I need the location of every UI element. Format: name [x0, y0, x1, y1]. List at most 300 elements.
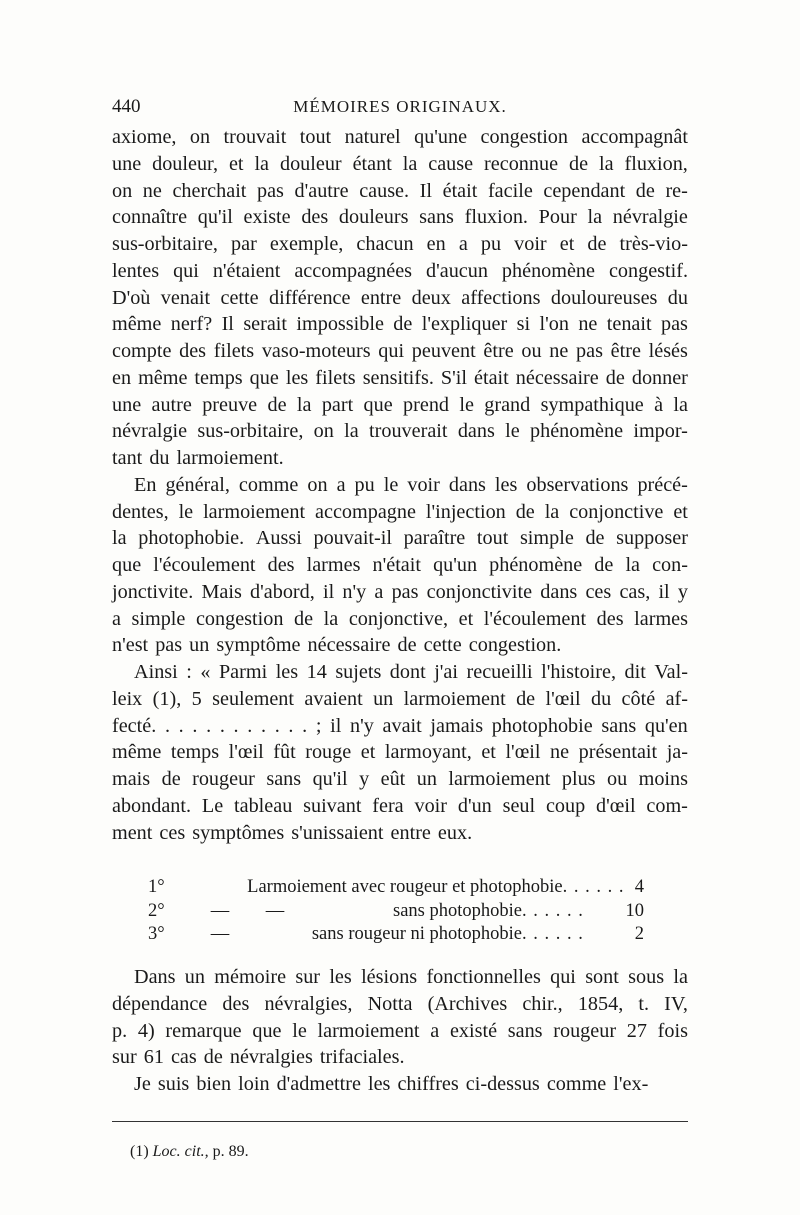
word: on: [307, 473, 328, 496]
word: de: [393, 313, 413, 336]
word: ne: [578, 313, 598, 336]
text-line: [112, 231, 688, 258]
word: sus-orbitaire,: [112, 233, 218, 255]
text-line: [112, 766, 688, 793]
word: seulement: [212, 687, 294, 710]
word: que: [249, 366, 279, 389]
word: ne: [550, 741, 570, 764]
word: névralgie: [612, 206, 688, 229]
word: Il: [221, 313, 234, 336]
word: le: [459, 393, 474, 416]
word: n'était: [372, 554, 421, 576]
word: dont: [389, 661, 426, 683]
footnote-rule: [112, 1121, 688, 1122]
word: photophobie.: [138, 527, 245, 550]
word: présentait: [578, 741, 658, 764]
word: lésions: [361, 966, 418, 988]
word: pas: [576, 340, 603, 362]
word: n'y: [350, 714, 374, 737]
word: sujets: [335, 661, 382, 683]
word: ou: [606, 768, 628, 790]
word: n'étaient: [212, 259, 281, 282]
word: Ainsi: [134, 661, 178, 683]
word: conjonctive,: [348, 607, 449, 630]
word: congestif.: [608, 259, 688, 282]
ditto-mark: [250, 923, 300, 947]
word: la: [112, 527, 127, 550]
word: preuve: [202, 393, 258, 416]
word: (Archives: [427, 992, 508, 1015]
footnote-mark: (1): [130, 1143, 149, 1160]
word: d'autre: [294, 179, 349, 202]
word: tout: [299, 126, 332, 148]
word: la: [254, 152, 270, 175]
word: étant: [352, 152, 392, 175]
word: avaient: [304, 687, 363, 710]
word: prend: [403, 393, 450, 416]
word: serait: [243, 313, 288, 336]
word: .: [192, 714, 198, 737]
word: d'un: [457, 794, 492, 817]
word: cherchait: [172, 179, 247, 202]
word: qu'un: [433, 554, 478, 576]
word: re-: [665, 179, 688, 202]
word: un: [184, 966, 205, 988]
word: de: [294, 607, 314, 630]
word: des: [301, 206, 329, 229]
word: Mais: [201, 580, 242, 603]
word: du: [590, 687, 612, 710]
word: rougeur: [192, 768, 255, 790]
word: ;: [315, 714, 322, 737]
text-line: [112, 499, 688, 526]
word: il: [658, 580, 670, 603]
word: même: [138, 366, 188, 389]
word: et: [360, 741, 376, 764]
word: filets: [213, 340, 255, 362]
row-count: 4: [634, 877, 644, 897]
word: l'œil: [545, 687, 581, 710]
word: larmes: [634, 607, 688, 630]
word: autre: [151, 393, 192, 416]
row-number: 3°: [148, 924, 165, 944]
word: chir.,: [522, 992, 563, 1015]
word: et: [481, 741, 496, 764]
word: En: [134, 473, 157, 496]
ditto-mark: —: [210, 924, 230, 944]
word: existe: [243, 206, 291, 229]
word: que: [252, 1019, 282, 1042]
body-text-bottom: [112, 964, 688, 1098]
row-label: sans rougeur ni photophobie: [311, 924, 522, 944]
word: des: [179, 340, 207, 362]
word: comme: [238, 473, 299, 496]
word: rouge: [305, 741, 352, 764]
body-text-top: [112, 124, 688, 846]
symptom-table: [148, 876, 644, 947]
word: sur: [295, 966, 321, 988]
word: exemple,: [269, 233, 344, 255]
word: qu'une: [414, 126, 468, 148]
word: on: [189, 126, 211, 148]
word: t.: [638, 992, 650, 1015]
word: l'écoulement: [483, 607, 587, 630]
word: fera: [372, 794, 404, 817]
word: l'injection: [425, 500, 506, 523]
word: et: [458, 607, 474, 630]
word: supposer: [616, 527, 688, 550]
word: a: [430, 1019, 440, 1042]
word: phénomène: [489, 554, 583, 576]
page-header: [112, 96, 688, 120]
table-row: [148, 876, 644, 900]
word: .: [274, 714, 280, 737]
word: la: [673, 966, 688, 988]
word: pas: [257, 179, 284, 202]
word: :: [186, 661, 192, 683]
word: congestion: [480, 126, 568, 148]
page-number: 440: [112, 96, 141, 117]
word: (1),: [152, 687, 182, 710]
word: temps: [194, 366, 243, 389]
word: douleurs: [338, 206, 409, 229]
word: tout: [476, 527, 509, 550]
word: IV,: [664, 992, 688, 1015]
word: simple: [131, 607, 186, 630]
word: fois: [657, 1019, 688, 1042]
word: nécessaire: [515, 366, 599, 389]
word: y: [677, 580, 688, 603]
running-title: MÉMOIRES ORIGINAUX.: [293, 97, 507, 116]
word: la: [587, 206, 603, 229]
word: entre: [360, 286, 402, 309]
word: naturel: [344, 126, 401, 148]
word: de: [516, 687, 536, 710]
word: larmoiement: [317, 1019, 420, 1042]
text-line: [112, 1018, 688, 1045]
footnote: [130, 1143, 249, 1161]
word: qu'il: [197, 206, 233, 229]
word: cause: [428, 152, 474, 175]
word: la: [402, 152, 418, 175]
text-line: [112, 472, 688, 499]
word: de: [635, 179, 655, 202]
word: le: [178, 500, 194, 523]
word: une: [112, 393, 142, 416]
word: l'expliquer: [421, 313, 508, 336]
text-line: [112, 659, 688, 686]
word: fluxion.: [464, 206, 528, 229]
leader-dots: . . . . . .: [522, 900, 584, 921]
word: vaso-moteurs: [261, 340, 371, 362]
word: temps: [170, 741, 220, 764]
word: filets: [315, 366, 356, 389]
word: ne: [549, 340, 569, 362]
word: et: [673, 500, 688, 523]
text-line: [112, 552, 688, 579]
word: ne: [142, 179, 162, 202]
word: la: [673, 393, 688, 416]
footnote-ref: Loc. cit.,: [152, 1143, 209, 1160]
ditto-mark: [215, 876, 248, 900]
text-line: [112, 178, 688, 205]
word: la: [625, 554, 641, 576]
word: fût: [273, 741, 296, 764]
word: de: [605, 366, 625, 389]
text-line: [112, 606, 688, 633]
word: phénomène: [530, 420, 624, 443]
word: pu: [354, 473, 375, 496]
text-line: sur 61 cas de névralgies trifaciales.: [112, 1046, 405, 1069]
word: phénomène: [501, 259, 595, 282]
word: .: [260, 714, 267, 737]
word: «: [200, 661, 211, 683]
word: pas: [391, 580, 419, 603]
word: à: [654, 393, 664, 416]
word: être: [610, 340, 641, 362]
word: a: [336, 473, 346, 496]
word: D'où: [112, 286, 151, 309]
word: pas: [661, 313, 688, 336]
word: sus-orbitaire,: [197, 420, 304, 443]
word: .: [288, 714, 294, 737]
text-line: [112, 686, 688, 713]
word: accompagnât: [581, 126, 688, 148]
word: il: [330, 714, 342, 737]
word: qui: [550, 966, 576, 988]
text-line: [112, 365, 688, 392]
word: différence: [269, 286, 351, 309]
word: mémoire: [214, 966, 287, 988]
word: larmoiement: [448, 768, 551, 790]
word: .: [302, 714, 308, 737]
text-line: [112, 793, 688, 820]
word: part: [321, 393, 354, 416]
word: un: [373, 687, 394, 710]
word: congestion: [195, 607, 284, 630]
word: dit: [624, 661, 646, 683]
word: con-: [652, 554, 688, 576]
word: coup: [545, 794, 586, 817]
word: on: [112, 179, 133, 202]
word: sont: [585, 966, 619, 988]
word: fluxion,: [624, 152, 688, 175]
word: de: [587, 233, 607, 255]
text-line: [112, 338, 688, 365]
word: le: [383, 473, 399, 496]
word: être: [483, 340, 514, 362]
text-line: [112, 525, 688, 552]
word: ja-: [666, 741, 688, 764]
word: Notta: [367, 992, 413, 1015]
row-number: 1°: [148, 877, 165, 897]
word: a: [374, 580, 384, 603]
word: donner: [631, 366, 688, 389]
word: paraître: [403, 527, 466, 550]
word: p.: [112, 1019, 128, 1042]
word: larmoyant,: [384, 741, 472, 764]
word: lentes: [112, 259, 160, 282]
row-label: Larmoiement avec rougeur et photophobie: [247, 877, 563, 897]
word: une: [112, 152, 142, 175]
word: lésés: [648, 340, 688, 362]
text-line: [112, 151, 688, 178]
text-line: [112, 991, 688, 1018]
word: pu: [480, 233, 502, 255]
word: moins: [638, 768, 688, 790]
word: Val-: [654, 661, 688, 683]
word: l'on: [539, 313, 569, 336]
word: douloureuses: [550, 286, 658, 309]
word: dans: [540, 580, 578, 603]
word: af-: [665, 687, 688, 710]
text-line: [112, 713, 688, 740]
text-line: Je suis bien loin d'admettre les chiffres ci-dessus comme l'ex-: [134, 1073, 649, 1095]
word: plus: [561, 768, 596, 790]
word: la: [598, 152, 614, 175]
word: et: [559, 233, 575, 255]
word: impor-: [633, 420, 688, 443]
word: recueilli: [466, 661, 533, 683]
footnote-page: p. 89.: [212, 1143, 249, 1160]
word: 5: [191, 687, 202, 710]
word: la: [323, 607, 339, 630]
word: sans: [601, 714, 637, 737]
word: des: [267, 554, 295, 576]
row-count: 10: [625, 900, 644, 921]
word: suivant: [303, 794, 362, 817]
text-line: ment ces symptômes s'unissaient entre eux.: [112, 821, 473, 844]
word: cette: [220, 286, 259, 309]
word: que: [363, 393, 393, 416]
word: leix: [112, 687, 143, 710]
word: un: [416, 768, 437, 790]
word: y: [359, 768, 370, 790]
word: abondant.: [112, 794, 192, 817]
word: de: [594, 554, 614, 576]
word: larmes: [306, 554, 361, 576]
word: de: [568, 152, 589, 175]
word: qu'en: [644, 714, 688, 737]
word: voir: [407, 473, 440, 496]
word: en: [426, 233, 446, 255]
word: de: [515, 500, 535, 523]
word: Pour: [538, 206, 577, 229]
word: conjonctivite: [426, 580, 533, 603]
word: venait: [160, 286, 211, 309]
word: des: [222, 992, 250, 1015]
word: affections: [461, 286, 541, 309]
word: cause.: [359, 179, 410, 202]
word: tenait: [606, 313, 652, 336]
word: dépendance: [112, 992, 208, 1015]
word: larmoiement: [203, 500, 306, 523]
word: était: [442, 179, 478, 202]
word: même: [112, 313, 162, 336]
text-line: [112, 285, 688, 312]
word: connaître: [112, 206, 188, 229]
word: l'œil: [505, 741, 541, 764]
word: même: [112, 741, 162, 764]
word: sans: [507, 1019, 543, 1042]
word: a: [112, 607, 121, 630]
word: fonctionnelles: [426, 966, 541, 988]
word: 27: [626, 1019, 647, 1042]
word: mais: [112, 768, 151, 790]
word: existé: [449, 1019, 498, 1042]
word: d'œil: [596, 794, 636, 817]
text-line: [112, 258, 688, 285]
word: l'œil: [228, 741, 264, 764]
word: conjonctive: [569, 500, 664, 523]
text-line: [112, 311, 688, 338]
word: il: [322, 580, 335, 603]
word: impossible: [296, 313, 384, 336]
word: eût: [380, 768, 406, 790]
row-count: 2: [634, 924, 644, 944]
word: com-: [646, 794, 688, 817]
word: qui: [173, 259, 199, 282]
word: ces: [585, 580, 612, 603]
word: reconnue: [484, 152, 559, 175]
word: la: [544, 500, 560, 523]
word: Aussi: [255, 527, 302, 550]
leader-dots: . . . . . .: [522, 924, 584, 944]
word: .: [164, 714, 170, 737]
word: avait: [382, 714, 422, 737]
word: des: [596, 607, 624, 630]
word: douleur,: [152, 152, 218, 175]
word: qui: [378, 340, 405, 362]
word: jamais: [430, 714, 484, 737]
word: cependant: [543, 179, 626, 202]
leader-dots: . . . . . .: [562, 877, 625, 897]
word: trouverait: [369, 420, 448, 443]
ditto-mark: —: [210, 900, 230, 921]
word: l'histoire,: [541, 661, 617, 683]
text-line: tant du larmoiement.: [112, 447, 284, 469]
word: général,: [165, 473, 230, 496]
word: j'ai: [434, 661, 459, 683]
word: .: [219, 714, 225, 737]
word: ou: [521, 340, 542, 362]
word: que: [112, 554, 142, 576]
word: les: [275, 661, 299, 683]
word: tableau: [234, 794, 293, 817]
word: la: [344, 420, 359, 443]
word: Le: [201, 794, 224, 817]
ditto-mark: [175, 876, 214, 900]
text-line: n'est pas un symptôme nécessaire de cette congestion.: [112, 634, 562, 657]
word: 4): [137, 1019, 155, 1042]
word: peuvent: [411, 340, 476, 362]
table-row: [148, 900, 644, 924]
word: on: [313, 420, 334, 443]
row-number: 2°: [148, 900, 165, 921]
word: pouvait-il: [313, 527, 392, 550]
text-line: [112, 124, 688, 151]
word: les: [494, 473, 518, 496]
word: de: [585, 527, 605, 550]
word: dans: [457, 420, 495, 443]
word: d'abord,: [250, 580, 315, 603]
word: seul: [502, 794, 536, 817]
word: sans: [266, 768, 302, 790]
word: .: [247, 714, 253, 737]
word: sans: [419, 206, 454, 229]
word: dans: [448, 473, 486, 496]
word: l'écoulement: [153, 554, 256, 576]
